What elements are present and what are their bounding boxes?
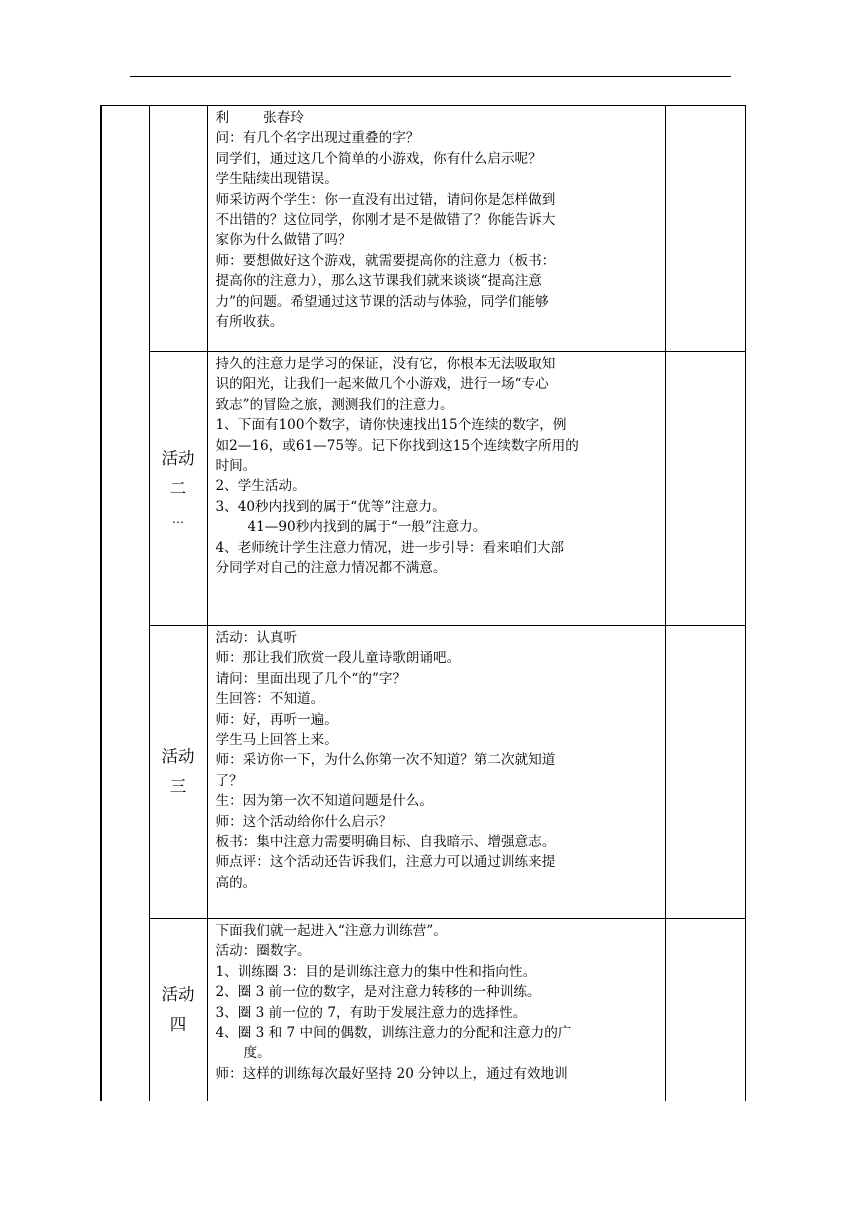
text-line: 板书：集中注意力需要明确目标、自我暗示、增强意志。 [215,834,556,851]
text-line: 家你为什么做错了吗？ [215,232,352,249]
text-line: 生：因为第一次不知道问题是什么。 [215,793,433,810]
margin-column [101,106,149,1101]
text-line: 问：有几个名字出现过重叠的字？ [215,130,420,147]
text-line: 学生马上回答上来。 [215,732,338,749]
text-line: 3、圈 3 前一位的 7，有助于发展注意力的选择性。 [215,1004,527,1021]
text-line: 时间。 [215,458,257,475]
text-line: 持久的注意力是学习的保证，没有它，你根本无法吸取知 [215,356,556,372]
text-line: 师：好，再听一遍。 [215,711,338,728]
text-line: 识的阳光，让我们一起来做几个小游戏，进行一场“专心 [215,376,549,393]
activity-label-cell [149,352,207,626]
activity-label: 四 [169,1014,187,1034]
content-cell [207,352,665,626]
text-line: 4、老师统计学生注意力情况，进一步引导：看来咱们大部 [215,539,564,556]
text-line: 1、训练圈 3：目的是训练注意力的集中性和指向性。 [215,963,537,980]
text-line: 活动：圈数字。 [215,943,311,960]
text-line: 3、40秒内找到的属于“优等”注意力。 [215,498,446,515]
activity-label: 活动 [161,448,195,468]
content-cell [207,106,665,352]
activity-label: 活动 [161,747,195,766]
text-line: 如2—16，或61—75等。记下你找到这15个连续数字所用的 [215,437,579,454]
text-line: 提高你的注意力），那么这节课我们就来谈谈“提高注意 [215,273,542,290]
text-line: 1、下面有100个数字，请你快速找出15个连续的数字，例 [215,417,567,434]
text-line: 致志”的冒险之旅，测测我们的注意力。 [215,396,454,413]
text-line: 不出错的？这位同学，你刚才是不是做错了？你能告诉大 [215,212,556,229]
lesson-table [100,105,746,1101]
activity-label-cell [149,919,207,1101]
text-line: 师：那让我们欣赏一段儿童诗歌朗诵吧。 [215,650,461,667]
text-line: 师：采访你一下，为什么你第一次不知道？第二次就知道 [215,752,556,769]
text-line: 度。 [243,1045,271,1062]
table-row [101,626,745,919]
text-line: 2、圈 3 前一位的数字，是对注意力转移的一种训练。 [215,984,541,1001]
text-line: 生回答：不知道。 [215,691,325,708]
activity-label-cell [149,626,207,919]
text-line: 了？ [215,772,243,789]
activity-label: 二 [169,478,187,498]
notes-cell [665,919,745,1101]
text-line: 活动：认真听 [215,630,298,646]
header-rule [130,76,731,77]
text-line: 师：要想做好这个游戏，就需要提高你的注意力（板书： [215,252,556,269]
text-line: 师采访两个学生：你一直没有出过错，请问你是怎样做到 [215,191,556,208]
content-cell [207,626,665,919]
table-row [101,106,745,352]
text-line: 请问：里面出现了几个“的”字？ [215,670,407,687]
text-line: 师：这个活动给你什么启示？ [215,813,393,830]
text-line: 有所收获。 [215,314,284,331]
text-line: 学生陆续出现错误。 [215,171,338,188]
text-line: 下面我们就一起进入“注意力训练营”。 [215,923,447,939]
text-line: 师：这样的训练每次最好坚持 20 分钟以上，通过有效地训 [215,1065,568,1082]
table-row [101,352,745,626]
text-line: 4、圈 3 和 7 中间的偶数，训练注意力的分配和注意力的广 [215,1025,572,1042]
text-line: 师点评：这个活动还告诉我们，注意力可以通过训练来提 [215,854,556,871]
table-row [101,919,745,1101]
text-line: 分同学对自己的注意力情况都不满意。 [215,560,447,577]
activity-label: 三 [169,777,187,796]
text-line: 41—90秒内找到的属于“一般”注意力。 [247,519,487,536]
activity-label: 活动 [161,984,195,1004]
content-cell [207,919,665,1101]
activity-label-cell [149,106,207,352]
notes-cell [665,352,745,626]
text-line: 高的。 [215,874,257,891]
notes-cell [665,626,745,919]
text-line: 力”的问题。希望通过这节课的活动与体验，同学们能够 [215,293,549,310]
text-line: 同学们，通过这几个简单的小游戏，你有什么启示呢？ [215,150,542,167]
text-line: 利 张春玲 [215,110,304,126]
activity-label: … [172,511,184,526]
text-line: 2、学生活动。 [215,478,306,495]
notes-cell [665,106,745,352]
